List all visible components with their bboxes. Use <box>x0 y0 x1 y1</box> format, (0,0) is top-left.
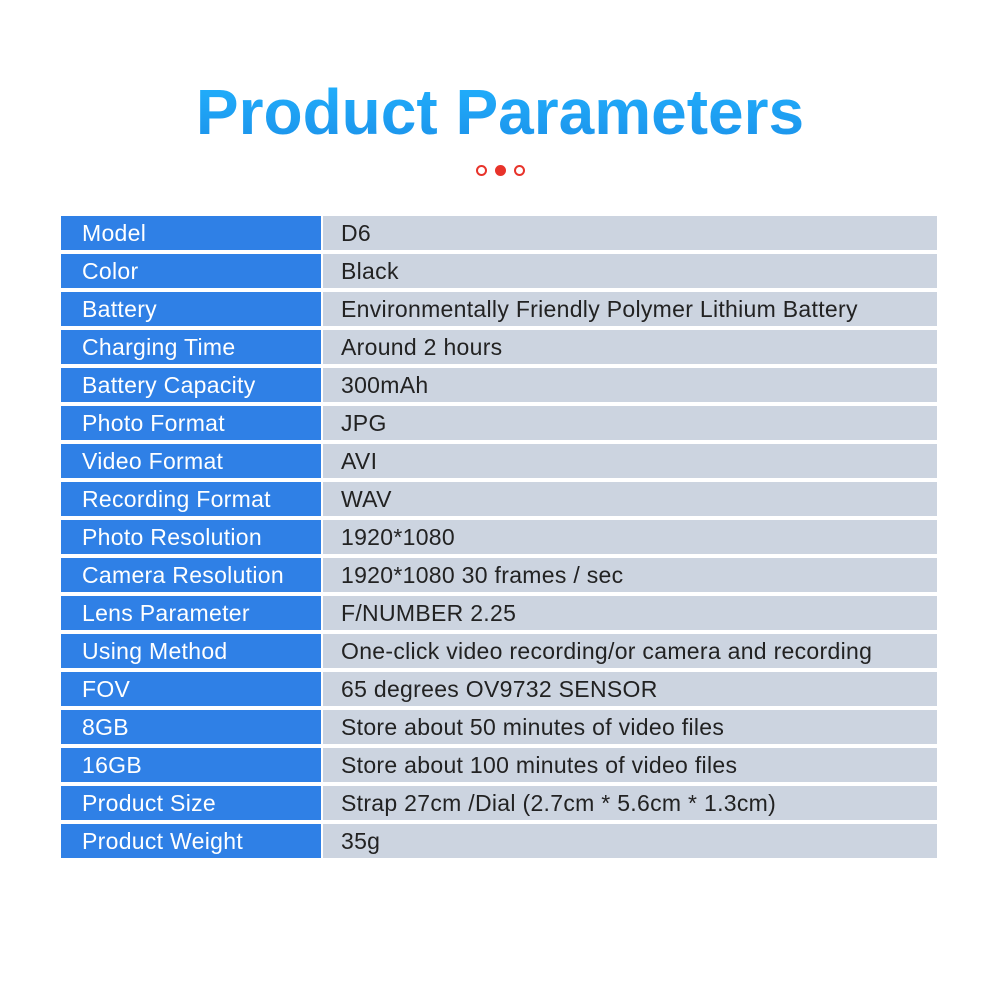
table-row <box>61 292 937 326</box>
row-value: AVI <box>323 444 937 478</box>
row-value: Strap 27cm /Dial (2.7cm * 5.6cm * 1.3cm) <box>323 786 937 820</box>
row-label: 16GB <box>61 748 321 782</box>
table-row <box>61 216 937 250</box>
table-row <box>61 596 937 630</box>
row-value: Environmentally Friendly Polymer Lithium Battery <box>323 292 937 326</box>
row-value: One-click video recording/or camera and recording <box>323 634 937 668</box>
table-row <box>61 672 937 706</box>
row-value: 1920*1080 30 frames / sec <box>323 558 937 592</box>
row-value: JPG <box>323 406 937 440</box>
row-value: 65 degrees OV9732 SENSOR <box>323 672 937 706</box>
row-label: Using Method <box>61 634 321 668</box>
row-label: Product Size <box>61 786 321 820</box>
row-value: 35g <box>323 824 937 858</box>
dot-outline-icon <box>476 165 487 176</box>
table-row <box>61 254 937 288</box>
row-label: Photo Format <box>61 406 321 440</box>
dot-outline-icon <box>514 165 525 176</box>
decorative-dots <box>0 163 1000 179</box>
row-label: Battery Capacity <box>61 368 321 402</box>
row-value: Around 2 hours <box>323 330 937 364</box>
row-label: Battery <box>61 292 321 326</box>
table-row <box>61 824 937 858</box>
row-label: Model <box>61 216 321 250</box>
table-row <box>61 748 937 782</box>
row-value: WAV <box>323 482 937 516</box>
dot-filled-icon <box>495 165 506 176</box>
table-row <box>61 406 937 440</box>
row-label: Camera Resolution <box>61 558 321 592</box>
table-row <box>61 520 937 554</box>
row-label: Video Format <box>61 444 321 478</box>
row-value: Store about 100 minutes of video files <box>323 748 937 782</box>
row-label: Recording Format <box>61 482 321 516</box>
table-row <box>61 444 937 478</box>
row-value: D6 <box>323 216 937 250</box>
table-row <box>61 634 937 668</box>
table-row <box>61 368 937 402</box>
table-row <box>61 558 937 592</box>
row-value: 1920*1080 <box>323 520 937 554</box>
table-row <box>61 330 937 364</box>
row-label: Lens Parameter <box>61 596 321 630</box>
row-value: 300mAh <box>323 368 937 402</box>
table-row <box>61 786 937 820</box>
row-label: Charging Time <box>61 330 321 364</box>
row-value: Store about 50 minutes of video files <box>323 710 937 744</box>
parameters-table <box>61 216 937 858</box>
table-row <box>61 710 937 744</box>
row-label: Product Weight <box>61 824 321 858</box>
row-label: Photo Resolution <box>61 520 321 554</box>
row-value: Black <box>323 254 937 288</box>
row-label: Color <box>61 254 321 288</box>
row-label: FOV <box>61 672 321 706</box>
table-row <box>61 482 937 516</box>
row-value: F/NUMBER 2.25 <box>323 596 937 630</box>
page-title: Product Parameters <box>0 72 1000 152</box>
row-label: 8GB <box>61 710 321 744</box>
